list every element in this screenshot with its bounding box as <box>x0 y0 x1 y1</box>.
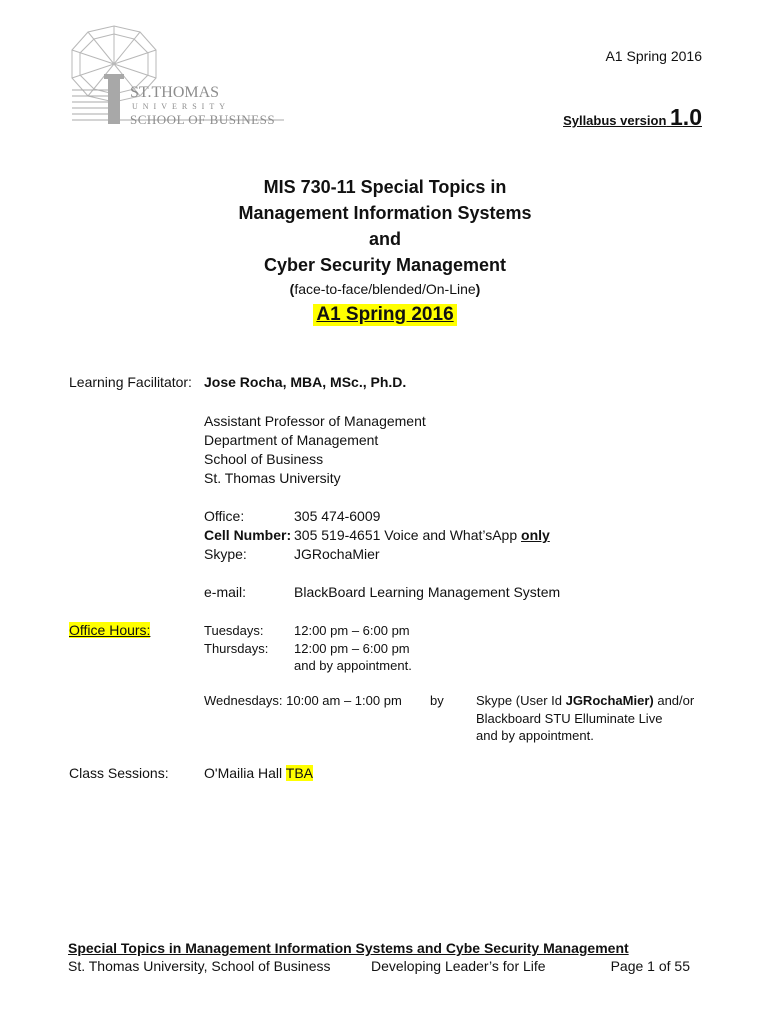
course-title-line4: Cyber Security Management <box>263 255 507 275</box>
cell-label: Cell Number: <box>204 527 292 543</box>
office-phone: 305 474-6009 <box>294 508 381 524</box>
course-term: A1 Spring 2016 <box>313 304 456 326</box>
header-term: A1 Spring 2016 <box>605 48 702 64</box>
course-title-line2: Management Information Systems <box>238 203 532 223</box>
logo-name-line2: UNIVERSITY <box>132 102 230 111</box>
footer-school: St. Thomas University, School of Business <box>68 958 331 974</box>
office-hours-time1: 12:00 pm – 6:00 pm <box>294 623 410 638</box>
syllabus-label: Syllabus version <box>563 113 667 128</box>
office-label: Office: <box>204 508 245 524</box>
course-title-line3: and <box>368 229 401 249</box>
syllabus-version-number: 1.0 <box>670 104 702 130</box>
logo-name-line3: SCHOOL OF BUSINESS <box>130 112 276 127</box>
office-hours-time2: 12:00 pm – 6:00 pm <box>294 640 410 656</box>
facilitator-name: Jose Rocha, MBA, MSc., Ph.D. <box>204 374 407 390</box>
office-hours-online-line1: Skype (User Id JGRochaMier) and/or <box>476 693 695 708</box>
delivery-formats: (face-to-face/blended/On-Line) <box>289 281 481 297</box>
email-label: e-mail: <box>204 584 247 600</box>
skype-label: Skype: <box>204 546 247 562</box>
page-footer <box>68 940 698 978</box>
logo-name-line1: ST.THOMAS <box>130 84 220 101</box>
office-hours-appointment: and by appointment. <box>294 658 412 673</box>
skype-id: JGRochaMier <box>294 546 380 562</box>
office-hours-day1: Tuesdays: <box>204 623 264 638</box>
office-hours-online-line3: and by appointment. <box>476 728 594 743</box>
office-hours-by: by <box>430 693 444 708</box>
footer-course-title: Special Topics in Management Information Systems and Cybe Security Management <box>68 940 629 956</box>
office-hours-day2: Thursdays: <box>204 640 269 656</box>
office-hours-label: Office Hours: <box>69 622 151 638</box>
course-title-block <box>0 174 770 326</box>
facilitator-university: St. Thomas University <box>204 470 341 486</box>
cell-phone: 305 519-4651 Voice and What’sApp only <box>294 527 550 543</box>
class-sessions-location: O'Mailia Hall TBA <box>204 765 314 781</box>
syllabus-version <box>563 104 702 131</box>
class-sessions-label: Class Sessions: <box>69 765 169 781</box>
email-value: BlackBoard Learning Management System <box>294 584 561 600</box>
course-title-line1: MIS 730-11 Special Topics in <box>263 177 507 197</box>
university-logo <box>64 22 294 132</box>
facilitator-department: Department of Management <box>204 432 379 448</box>
footer-page-number: Page 1 of 55 <box>610 958 690 974</box>
footer-motto: Developing Leader’s for Life <box>371 958 546 974</box>
office-hours-online-line2: Blackboard STU Elluminate Live <box>476 710 663 726</box>
office-hours-wednesday: Wednesdays: 10:00 am – 1:00 pm <box>204 693 402 708</box>
facilitator-school: School of Business <box>204 451 324 467</box>
facilitator-label: Learning Facilitator: <box>69 374 192 390</box>
facilitator-position: Assistant Professor of Management <box>204 413 426 429</box>
